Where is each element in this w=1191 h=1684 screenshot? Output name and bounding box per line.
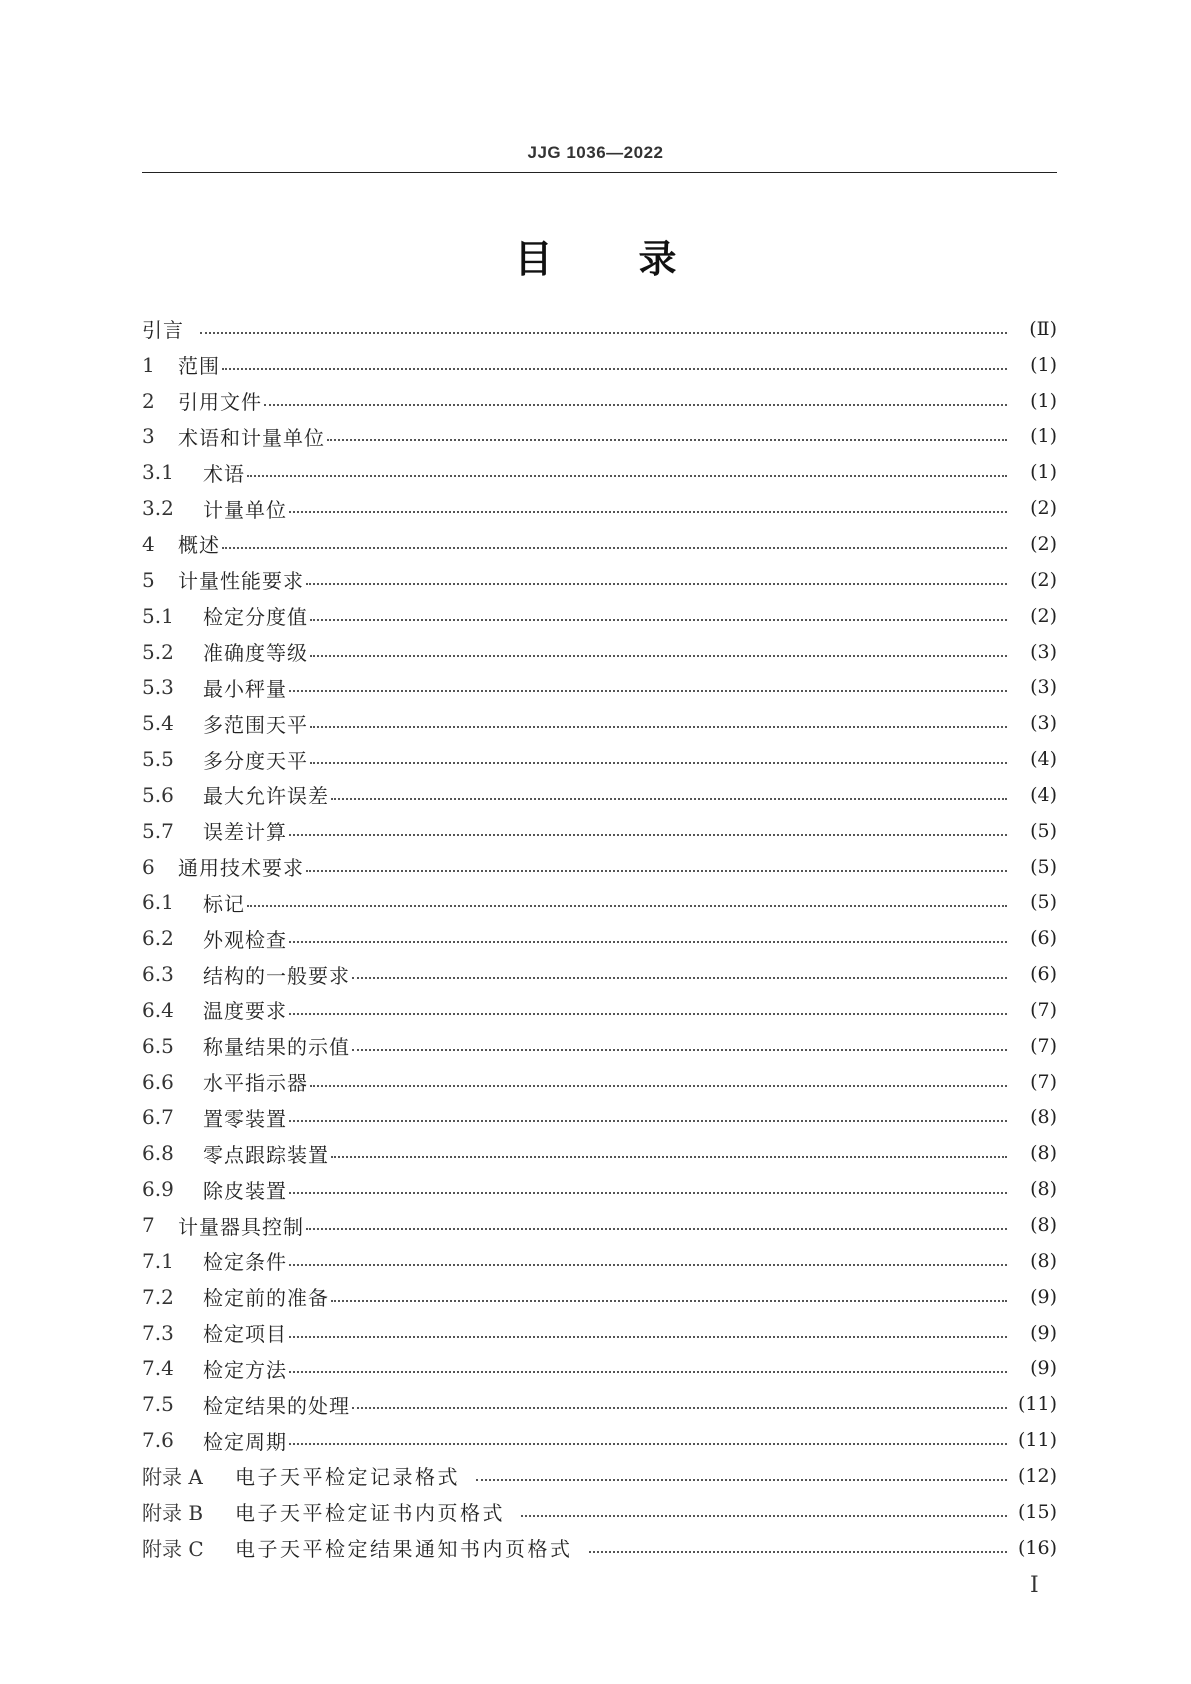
dot-leader xyxy=(289,498,1007,518)
toc-entry-page: (3) xyxy=(1030,640,1057,663)
toc-entry-page: (4) xyxy=(1030,783,1057,806)
toc-entry xyxy=(142,1135,1057,1171)
toc-entry xyxy=(142,992,1057,1028)
toc-entry-number: 5.6 xyxy=(142,782,174,807)
toc-entry-page: (6) xyxy=(1030,927,1057,950)
toc-entry xyxy=(142,956,1057,992)
toc-entry xyxy=(142,669,1057,705)
toc-entry-title: 电子天平检定证书内页格式 xyxy=(235,1501,505,1526)
toc-entry-page: (9) xyxy=(1030,1285,1057,1308)
toc-entry-number: 6.3 xyxy=(142,962,174,987)
dot-leader xyxy=(352,1394,1007,1414)
toc-entry-number: 3.2 xyxy=(142,496,174,521)
toc-entry-number: 2 xyxy=(142,388,155,413)
toc-entry-title: 计量性能要求 xyxy=(178,569,304,594)
toc-entry-title: 多分度天平 xyxy=(203,748,308,773)
toc-entry-page: (8) xyxy=(1030,1214,1057,1237)
toc-entry-number: 5.4 xyxy=(142,711,174,736)
page-title xyxy=(0,228,1191,283)
toc-entry-number: 6 xyxy=(142,854,155,879)
dot-leader xyxy=(200,319,1007,339)
toc-entry xyxy=(142,1530,1057,1566)
toc-entry xyxy=(142,849,1057,885)
toc-entry-page: (9) xyxy=(1030,1321,1057,1344)
toc-entry-title: 检定分度值 xyxy=(203,605,308,630)
toc-entry-title: 电子天平检定记录格式 xyxy=(235,1465,460,1490)
toc-entry-number: 5.3 xyxy=(142,675,174,700)
toc-entry xyxy=(142,311,1057,347)
toc-entry-number: 6.4 xyxy=(142,997,174,1022)
toc-entry-page: (1) xyxy=(1030,461,1057,484)
toc-entry-title: 术语 xyxy=(203,461,245,486)
dot-leader xyxy=(310,713,1007,733)
toc-entry-number: 附录 C xyxy=(142,1537,204,1562)
toc-entry-page: (8) xyxy=(1030,1106,1057,1129)
toc-entry-title: 检定周期 xyxy=(203,1429,287,1454)
toc-entry-page: (2) xyxy=(1030,497,1057,520)
dot-leader xyxy=(289,821,1007,841)
toc-entry-number: 7.3 xyxy=(142,1320,174,1345)
toc-entry xyxy=(142,634,1057,670)
dot-leader xyxy=(289,1107,1007,1127)
toc-entry-number: 3.1 xyxy=(142,460,174,485)
toc-entry-title: 通用技术要求 xyxy=(178,856,304,881)
toc-entry-number: 3 xyxy=(142,424,155,449)
dot-leader xyxy=(352,1036,1007,1056)
toc-entry xyxy=(142,562,1057,598)
page-number: Ⅰ xyxy=(1030,1573,1039,1598)
toc-entry-title: 检定条件 xyxy=(203,1250,287,1275)
toc-entry-number: 6.6 xyxy=(142,1069,174,1094)
toc-entry-page: (2) xyxy=(1030,568,1057,591)
toc-entry-title: 外观检查 xyxy=(203,927,287,952)
toc-entry-page: (11) xyxy=(1017,1429,1057,1452)
toc-entry-number: 7.4 xyxy=(142,1356,174,1381)
toc-entry-page: (1) xyxy=(1030,425,1057,448)
toc-entry-number: 7.1 xyxy=(142,1248,174,1273)
toc-entry xyxy=(142,813,1057,849)
toc-entry-page: (7) xyxy=(1030,1070,1057,1093)
toc-entry-title: 最小秤量 xyxy=(203,676,287,701)
toc-entry-number: 5.1 xyxy=(142,603,174,628)
dot-leader xyxy=(521,1502,1007,1522)
toc-entry-title: 引言 xyxy=(142,318,184,343)
toc-entry-page: (8) xyxy=(1030,1178,1057,1201)
toc-entry-number: 5 xyxy=(142,567,155,592)
toc-entry xyxy=(142,920,1057,956)
toc-entry-page: (5) xyxy=(1030,891,1057,914)
toc-entry xyxy=(142,454,1057,490)
document-header: JJG 1036—2022 xyxy=(527,143,664,162)
dot-leader xyxy=(352,964,1007,984)
toc-entry-title: 误差计算 xyxy=(203,820,287,845)
toc-entry xyxy=(142,1028,1057,1064)
dot-leader xyxy=(222,355,1007,375)
toc-entry-page: (1) xyxy=(1030,389,1057,412)
dot-leader xyxy=(222,534,1007,554)
toc-entry-title: 计量单位 xyxy=(203,497,287,522)
toc-entry-page: (16) xyxy=(1017,1536,1057,1559)
toc-entry-page: (Ⅱ) xyxy=(1029,317,1057,340)
toc-entry-page: (2) xyxy=(1030,532,1057,555)
toc-entry xyxy=(142,885,1057,921)
dot-leader xyxy=(331,1287,1007,1307)
dot-leader xyxy=(310,1072,1007,1092)
toc-entry xyxy=(142,705,1057,741)
dot-leader xyxy=(289,677,1007,697)
toc-entry-title: 检定项目 xyxy=(203,1322,287,1347)
dot-leader xyxy=(310,749,1007,769)
dot-leader xyxy=(289,1179,1007,1199)
toc-entry-title: 除皮装置 xyxy=(203,1178,287,1203)
toc-entry-title: 称量结果的示值 xyxy=(203,1035,350,1060)
toc-entry xyxy=(142,526,1057,562)
header-rule xyxy=(142,172,1057,173)
toc-entry-title: 准确度等级 xyxy=(203,641,308,666)
dot-leader xyxy=(247,462,1007,482)
toc-entry-number: 5.7 xyxy=(142,818,174,843)
dot-leader xyxy=(289,1358,1007,1378)
toc-entry-title: 温度要求 xyxy=(203,999,287,1024)
title-char-1: 目 xyxy=(514,237,553,281)
toc-entry-title: 多范围天平 xyxy=(203,712,308,737)
dot-leader xyxy=(247,892,1007,912)
toc-entry-number: 6.9 xyxy=(142,1177,174,1202)
toc-entry-title: 电子天平检定结果通知书内页格式 xyxy=(235,1537,573,1562)
toc-entry xyxy=(142,1315,1057,1351)
toc-entry-number: 附录 B xyxy=(142,1501,204,1526)
toc-entry xyxy=(142,1243,1057,1279)
toc-entry-title: 最大允许误差 xyxy=(203,784,329,809)
toc-entry xyxy=(142,777,1057,813)
toc-entry xyxy=(142,741,1057,777)
toc-entry-page: (3) xyxy=(1030,712,1057,735)
toc-entry xyxy=(142,598,1057,634)
toc-entry-page: (5) xyxy=(1030,855,1057,878)
toc-entry-page: (15) xyxy=(1017,1500,1057,1523)
table-of-contents xyxy=(142,311,1057,1566)
toc-entry xyxy=(142,383,1057,419)
toc-entry-number: 1 xyxy=(142,352,155,377)
toc-entry xyxy=(142,1171,1057,1207)
toc-entry-page: (5) xyxy=(1030,819,1057,842)
toc-entry xyxy=(142,1386,1057,1422)
toc-entry-number: 7 xyxy=(142,1213,155,1238)
toc-entry-number: 5.2 xyxy=(142,639,174,664)
toc-entry-title: 引用文件 xyxy=(178,390,262,415)
toc-entry-page: (7) xyxy=(1030,998,1057,1021)
toc-entry xyxy=(142,1207,1057,1243)
dot-leader xyxy=(289,1323,1007,1343)
dot-leader xyxy=(327,426,1007,446)
toc-entry-number: 7.6 xyxy=(142,1428,174,1453)
toc-entry-page: (8) xyxy=(1030,1249,1057,1272)
toc-entry-title: 计量器具控制 xyxy=(178,1214,304,1239)
toc-entry-title: 概述 xyxy=(178,533,220,558)
toc-entry-number: 附录 A xyxy=(142,1465,203,1490)
toc-entry-number: 6.1 xyxy=(142,890,174,915)
dot-leader xyxy=(306,1215,1007,1235)
toc-entry xyxy=(142,1279,1057,1315)
dot-leader xyxy=(310,606,1007,626)
toc-entry-page: (7) xyxy=(1030,1034,1057,1057)
toc-entry xyxy=(142,1458,1057,1494)
toc-entry xyxy=(142,1350,1057,1386)
toc-entry-title: 检定前的准备 xyxy=(203,1286,329,1311)
dot-leader xyxy=(289,928,1007,948)
toc-entry-title: 零点跟踪装置 xyxy=(203,1142,329,1167)
toc-entry-number: 4 xyxy=(142,531,155,556)
toc-entry xyxy=(142,1100,1057,1136)
dot-leader xyxy=(264,391,1007,411)
toc-entry-number: 6.8 xyxy=(142,1141,174,1166)
title-char-2: 录 xyxy=(638,237,677,281)
toc-entry-title: 结构的一般要求 xyxy=(203,963,350,988)
toc-entry-number: 6.2 xyxy=(142,926,174,951)
dot-leader xyxy=(289,1251,1007,1271)
toc-entry xyxy=(142,1422,1057,1458)
toc-entry xyxy=(142,1494,1057,1530)
toc-entry-title: 范围 xyxy=(178,354,220,379)
toc-entry-number: 6.7 xyxy=(142,1105,174,1130)
toc-entry xyxy=(142,1064,1057,1100)
toc-entry-title: 标记 xyxy=(203,891,245,916)
toc-entry-page: (9) xyxy=(1030,1357,1057,1380)
toc-entry-page: (2) xyxy=(1030,604,1057,627)
toc-entry xyxy=(142,419,1057,455)
toc-entry-title: 置零装置 xyxy=(203,1106,287,1131)
toc-entry-page: (4) xyxy=(1030,748,1057,771)
toc-entry-title: 水平指示器 xyxy=(203,1071,308,1096)
toc-entry-number: 5.5 xyxy=(142,747,174,772)
toc-entry-page: (8) xyxy=(1030,1142,1057,1165)
dot-leader xyxy=(476,1466,1007,1486)
dot-leader xyxy=(331,1143,1007,1163)
dot-leader xyxy=(306,570,1007,590)
dot-leader xyxy=(310,642,1007,662)
toc-entry-page: (11) xyxy=(1017,1393,1057,1416)
toc-entry xyxy=(142,347,1057,383)
toc-entry-page: (12) xyxy=(1017,1464,1057,1487)
dot-leader xyxy=(589,1538,1008,1558)
dot-leader xyxy=(331,785,1007,805)
toc-entry-number: 7.2 xyxy=(142,1284,174,1309)
toc-entry-title: 术语和计量单位 xyxy=(178,425,325,450)
toc-entry xyxy=(142,490,1057,526)
dot-leader xyxy=(306,857,1007,877)
toc-entry-title: 检定结果的处理 xyxy=(203,1393,350,1418)
toc-entry-page: (3) xyxy=(1030,676,1057,699)
toc-entry-page: (6) xyxy=(1030,963,1057,986)
dot-leader xyxy=(289,1000,1007,1020)
toc-entry-page: (1) xyxy=(1030,353,1057,376)
toc-entry-title: 检定方法 xyxy=(203,1357,287,1382)
toc-entry-number: 7.5 xyxy=(142,1392,174,1417)
dot-leader xyxy=(289,1430,1007,1450)
toc-entry-number: 6.5 xyxy=(142,1033,174,1058)
